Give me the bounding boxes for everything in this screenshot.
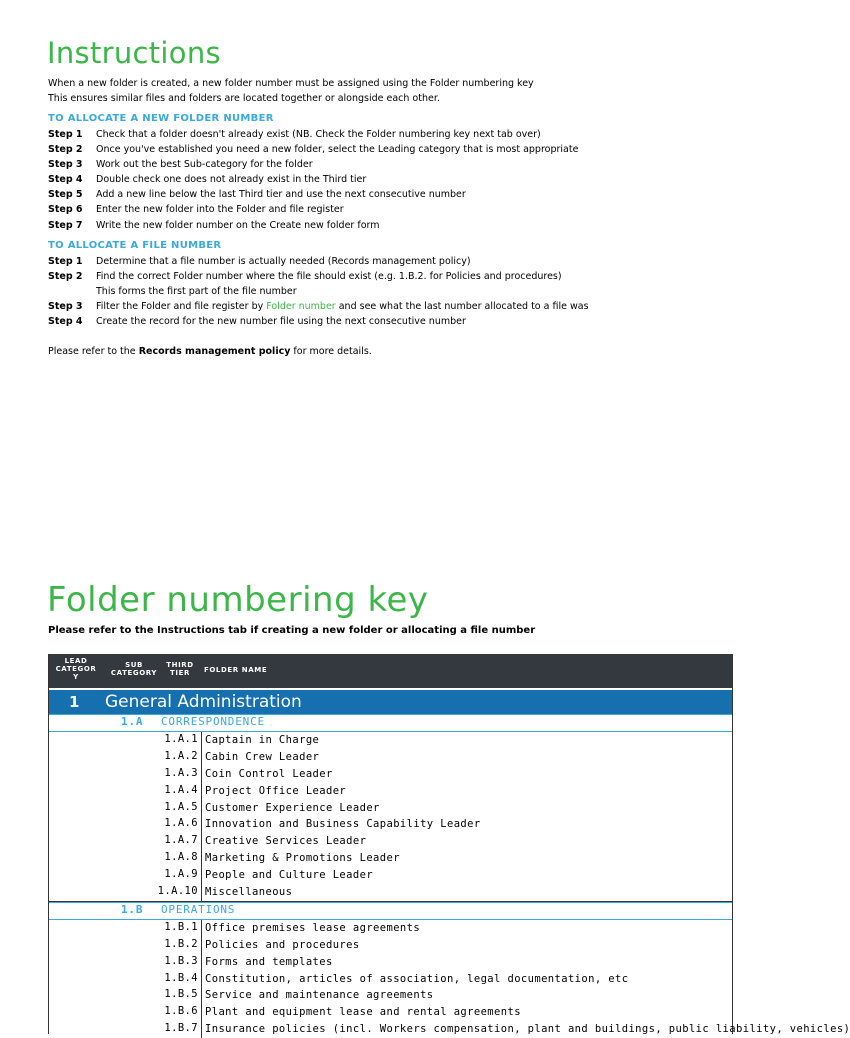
refer-post: for more details. [290,346,372,357]
step-label: Step 4 [48,174,83,186]
header-line: CATEGORY [110,669,158,677]
folder-name: Customer Experience Leader [201,800,380,817]
refer-pre: Please refer to the [48,346,139,357]
folder-name: Miscellaneous [201,884,292,901]
step-label: Step 7 [48,219,83,231]
file-number-heading: TO ALLOCATE A FILE NUMBER [48,240,222,251]
folder-step-row [48,218,578,233]
step-label: Step 1 [48,129,83,140]
step-text: Find the correct Folder number where the file should exist (e.g. 1.B.2. for Policies and procedures) [96,271,562,283]
step-label: Step 4 [48,316,83,328]
third-tier-code: 1.A.2 [164,749,198,762]
folder-step-row [48,127,578,142]
instructions-intro [48,76,534,106]
table-row [49,937,732,954]
folder-number-link[interactable]: Folder number [266,301,336,313]
folder-name: People and Culture Leader [201,867,373,884]
table-row [49,850,732,867]
third-tier-code: 1.B.3 [164,954,198,967]
folder-name: Forms and templates [201,954,333,971]
folder-name: Coin Control Leader [201,766,333,783]
table-row [49,766,732,783]
step-label: Step 1 [48,256,83,267]
sub-category-code: 1.B [121,902,144,916]
third-tier-code: 1.B.1 [164,920,198,933]
intro-line-2: This ensures similar files and folders are located together or alongside each other. [48,93,440,104]
header-line: TIER [170,669,190,677]
third-tier-code: 1.A.4 [164,783,198,796]
third-tier-code: 1.A.6 [164,817,198,830]
folder-step-row [48,187,578,202]
third-tier-code: 1.A.1 [164,733,198,745]
sub-category-row [49,714,732,732]
third-tier-code: 1.A.8 [164,851,198,864]
header-line: THIRD [166,661,194,669]
folder-number-heading: TO ALLOCATE A NEW FOLDER NUMBER [48,113,274,124]
table-row [49,833,732,850]
folder-name: Creative Services Leader [201,833,366,850]
step-text [96,301,589,312]
step-label: Step 2 [48,271,83,283]
folder-step-row [48,202,578,217]
table-row [49,1021,850,1038]
third-tier-code: 1.B.2 [164,937,198,950]
file-step-row [48,299,589,314]
lead-category-row [49,688,732,714]
table-row [49,783,732,800]
folder-step-row [48,172,578,187]
header-line: CATEGOR [55,665,97,673]
third-tier-code: 1.A.5 [164,800,198,813]
file-steps-list [48,254,589,329]
third-tier-code: 1.A.10 [157,885,198,898]
folder-key-title: Folder numbering key [47,580,429,620]
step-label: Step 3 [48,159,83,171]
table-row [49,1004,732,1021]
folder-name: Policies and procedures [201,937,360,954]
sub-category-name: CORRESPONDENCE [161,715,265,728]
folder-step-row [48,142,578,157]
table-row [49,884,732,902]
folder-name: Cabin Crew Leader [201,749,319,766]
sub-category-code: 1.A [121,715,144,728]
folder-name: Marketing & Promotions Leader [201,850,400,867]
third-tier-code: 1.B.4 [164,971,198,984]
folder-name: Office premises lease agreements [201,920,420,937]
table-row [49,920,732,937]
third-tier-code: 1.A.3 [164,766,198,779]
step-text: Write the new folder number on the Create new folder form [96,219,380,231]
intro-line-1: When a new folder is created, a new folder number must be assigned using the Folder numbering key [48,78,534,89]
folder-name: Captain in Charge [201,732,319,749]
file-step-row [48,254,589,269]
header-line: Y [73,673,79,681]
folder-name: Plant and equipment lease and rental agreements [201,1004,521,1021]
table-row [49,867,732,884]
table-row [49,732,732,749]
table-row [49,954,732,971]
third-tier-code: 1.A.9 [164,868,198,881]
table-row [49,749,732,766]
third-tier-code: 1.B.7 [164,1022,198,1035]
sub-category-row [49,902,732,920]
sub-category-header [109,661,159,677]
table-header [49,654,732,688]
header-line: LEAD [64,657,88,665]
records-policy-ref: Records management policy [138,346,291,357]
step-text: Once you've established you need a new folder, select the Leading category that is most appropriate [96,144,579,156]
folder-numbering-table [48,654,850,1036]
step-text: Create the record for the new number file using the next consecutive number [96,316,466,328]
sub-category-name: OPERATIONS [161,902,236,916]
lead-category-header [51,657,101,681]
file-step-row [48,269,589,284]
header-line: SUB [125,661,143,669]
folder-name: Constitution, articles of association, legal documentation, etc [201,971,628,988]
third-tier-header [159,661,201,677]
table-row [49,987,732,1004]
lead-category-name: General Administration [105,692,302,712]
folder-key-subtitle: Please refer to the Instructions tab if creating a new folder or allocating a file number [48,625,536,636]
lead-category-number: 1 [69,693,80,711]
file-step-row [48,314,589,329]
third-tier-code: 1.B.6 [164,1005,198,1018]
step-label: Step 3 [48,301,83,313]
step-text: Add a new line below the last Third tier and use the next consecutive number [96,189,466,201]
step-text-part: and see what the last number allocated to a file was [335,301,589,313]
folder-name: Project Office Leader [201,783,346,800]
step-text: Check that a folder doesn't already exist (NB. Check the Folder numbering key next tab over) [96,129,541,140]
step-text: Work out the best Sub-category for the folder [96,159,313,171]
third-tier-code: 1.A.7 [164,834,198,847]
table-row [49,971,732,988]
folder-step-row [48,157,578,172]
refer-note [48,346,372,357]
instructions-title: Instructions [47,36,221,70]
third-tier-code: 1.B.5 [164,988,198,1001]
table-row [49,800,732,817]
step-label: Step 2 [48,144,83,156]
folder-name: Insurance policies (incl. Workers compensation, plant and buildings, public liability, vehicles) [201,1021,850,1038]
file-step-continuation [48,284,589,299]
step-label: Step 5 [48,189,83,201]
step-text-part: Filter the Folder and file register by [96,301,267,313]
folder-name-header: FOLDER NAME [204,666,268,674]
folder-steps-list [48,127,578,233]
step-text: Double check one does not already exist in the Third tier [96,174,367,186]
table-row [49,816,732,833]
step-text: Enter the new folder into the Folder and file register [96,204,344,216]
step-label: Step 6 [48,204,83,216]
step-text: Determine that a file number is actually needed (Records management policy) [96,256,471,267]
step-text: This forms the first part of the file number [96,286,297,298]
folder-name: Service and maintenance agreements [201,987,434,1004]
folder-name: Innovation and Business Capability Leader [201,816,481,833]
